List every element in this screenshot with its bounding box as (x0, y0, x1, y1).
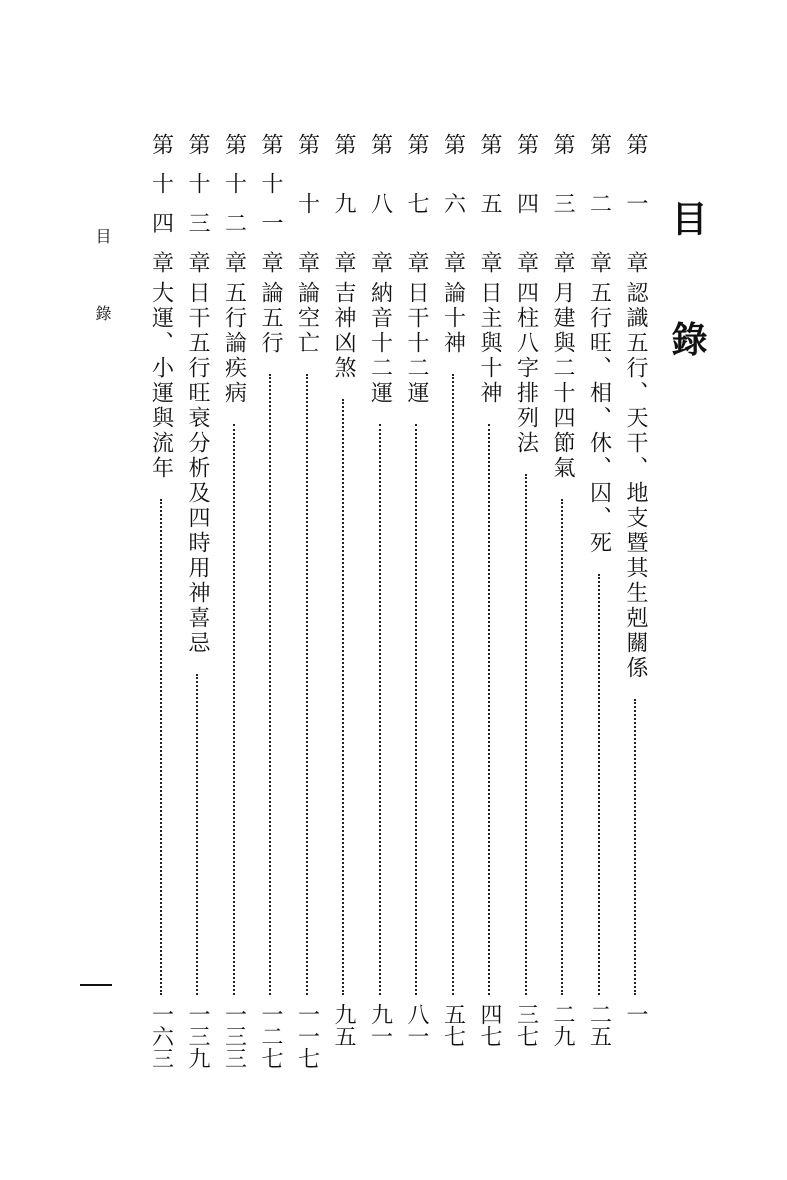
toc-entry[interactable] (253, 133, 287, 1078)
page-number: 一 (623, 1003, 648, 1025)
leader-dots (269, 374, 271, 995)
leader-dots (598, 574, 600, 995)
page-number: 五七 (440, 1003, 466, 1047)
chapter-number: 第四章 (513, 133, 539, 273)
leader-dots (525, 474, 527, 995)
chapter-title: 納音十二運 (363, 281, 397, 410)
leader-dots (233, 424, 235, 995)
toc-entry[interactable] (472, 133, 506, 1078)
chapter-number: 第十一章 (258, 133, 283, 273)
page-number: 八一 (404, 1003, 429, 1047)
page-number: 一一七 (294, 1003, 320, 1069)
leader-dots (160, 499, 162, 995)
folio-page-number (80, 984, 112, 986)
chapter-title: 認識五行、天干、地支暨其生剋關係 (618, 281, 652, 685)
toc-entry[interactable] (618, 133, 652, 1078)
page-title: 目 錄 (666, 200, 708, 393)
chapter-title: 吉神凶煞 (326, 281, 360, 385)
chapter-title: 四柱八字排列法 (509, 281, 543, 460)
leader-dots (452, 374, 454, 995)
chapter-number: 第十二章 (221, 133, 247, 273)
chapter-number: 第一章 (623, 133, 648, 273)
toc-entry[interactable] (399, 133, 433, 1078)
page-number: 一二七 (258, 1003, 283, 1069)
running-head: 目 錄 (93, 228, 112, 350)
toc-entry[interactable] (545, 133, 579, 1078)
chapter-number: 第五章 (477, 133, 502, 273)
chapter-number: 第二章 (586, 133, 612, 273)
page-number: 一三三 (221, 1003, 247, 1069)
chapter-title: 五行旺、相、休、囚、死 (582, 281, 616, 560)
toc-entry[interactable] (326, 133, 360, 1078)
leader-dots (196, 674, 198, 995)
toc-entry[interactable] (217, 133, 251, 1078)
page-number: 四七 (477, 1003, 502, 1047)
leader-dots (415, 424, 417, 995)
leader-dots (306, 374, 308, 995)
toc-entry[interactable] (290, 133, 324, 1078)
toc-entry[interactable] (144, 133, 178, 1078)
leader-dots (379, 424, 381, 995)
page-number: 二五 (586, 1003, 612, 1047)
chapter-title: 論五行 (253, 281, 287, 360)
toc-entry[interactable] (180, 133, 214, 1078)
chapter-title: 大運、小運與流年 (144, 281, 178, 485)
chapter-number: 第十四章 (148, 133, 174, 273)
leader-dots (342, 399, 344, 995)
chapter-number: 第八章 (367, 133, 393, 273)
chapter-number: 第十三章 (185, 133, 210, 273)
chapter-number: 第七章 (404, 133, 429, 273)
page-number: 一三九 (185, 1003, 210, 1069)
toc-entry[interactable] (582, 133, 616, 1078)
chapter-number: 第六章 (440, 133, 466, 273)
leader-dots (488, 424, 490, 995)
page-number: 一六三 (148, 1003, 174, 1069)
chapter-number: 第九章 (331, 133, 356, 273)
chapter-title: 日干五行旺衰分析及四時用神喜忌 (180, 281, 214, 660)
toc-entry[interactable] (436, 133, 470, 1078)
page-number: 九五 (331, 1003, 356, 1047)
toc-entry[interactable] (509, 133, 543, 1078)
chapter-title: 月建與二十四節氣 (545, 281, 579, 485)
chapter-number: 第三章 (550, 133, 575, 273)
leader-dots (634, 699, 636, 995)
toc-entry[interactable] (363, 133, 397, 1078)
chapter-title: 論十神 (436, 281, 470, 360)
page-number: 二九 (550, 1003, 575, 1047)
chapter-number: 第十章 (294, 133, 320, 273)
chapter-title: 日干十二運 (399, 281, 433, 410)
chapter-title: 五行論疾病 (217, 281, 251, 410)
chapter-title: 論空亡 (290, 281, 324, 360)
page-number: 三七 (513, 1003, 539, 1047)
chapter-title: 日主與十神 (472, 281, 506, 410)
leader-dots (561, 499, 563, 995)
page-number: 九一 (367, 1003, 393, 1047)
